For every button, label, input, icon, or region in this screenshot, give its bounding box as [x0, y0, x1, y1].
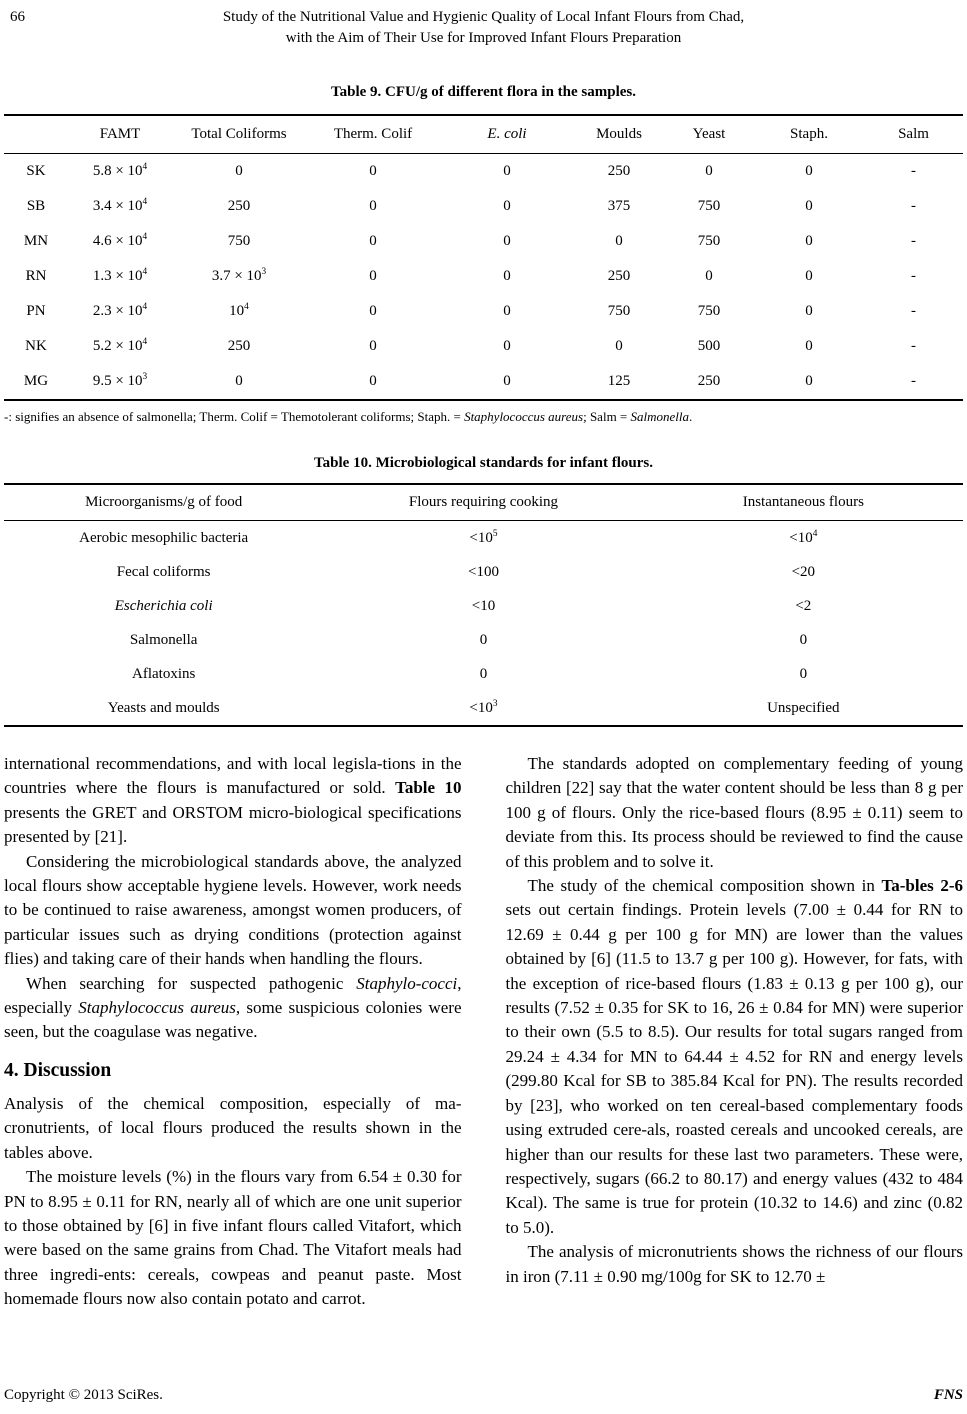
- cell-e-coli: 0: [503, 303, 511, 319]
- microorganism-name: Yeasts and moulds: [107, 699, 220, 716]
- cell-staph: 0: [805, 163, 813, 179]
- cell-yeast: 0: [705, 268, 713, 284]
- cell-therm-colif: 0: [369, 373, 377, 389]
- cell-salm: -: [911, 198, 916, 214]
- cell-staph: 0: [805, 373, 813, 389]
- table10-row-aerobic: [4, 521, 963, 556]
- table10-row-ecoli: [4, 589, 963, 623]
- cell-famt: $4.6 \times 10^4$: [92, 232, 148, 249]
- table9-row-sk: [4, 154, 963, 190]
- paragraph-text: When searching for suspected pathogenic: [26, 973, 357, 993]
- paragraph-text: , especially: [4, 973, 462, 1018]
- paragraph: Considering the microbiological standards above, the analyzed local flours show acceptable hygiene levels. However, work needs to be continued to raise awareness, amongst women producers, of particular issues such as drying conditions (protection against flies) and taking care of their hands when handling the flours.: [4, 851, 462, 969]
- cell-famt: $9.5 \times 10^3$: [92, 372, 148, 389]
- tables-2-6-reference: Ta-bles 2-6: [881, 876, 964, 896]
- cooking-limit: <10: [471, 597, 496, 614]
- cell-salm: -: [911, 233, 916, 249]
- table9-row-pn: [4, 294, 963, 329]
- instant-limit: <20: [791, 563, 816, 580]
- page-number: 66: [10, 9, 25, 25]
- sample-label: MN: [23, 233, 49, 249]
- table9-header-staph: Staph.: [754, 115, 864, 154]
- cell-yeast: 250: [697, 373, 721, 389]
- page-footer: [4, 1387, 963, 1404]
- cell-total-coliforms: 250: [227, 338, 251, 354]
- cell-famt: $2.3 \times 10^4$: [92, 302, 148, 319]
- cooking-limit: $<10^3$: [469, 698, 498, 716]
- paragraph: The standards adopted on complementary feeding of young children [22] say that the water content should be less than 8 g per 100 g of flours. Only the rice-based flours (8.95 ± 0.11) seem to deviate from this. Its process should be reviewed to find the cause of this problem and to solve it.: [505, 754, 963, 871]
- microorganism-name: Fecal coliforms: [116, 563, 211, 580]
- cooking-limit: 0: [479, 631, 488, 648]
- cell-staph: 0: [805, 303, 813, 319]
- cell-therm-colif: 0: [369, 198, 377, 214]
- cell-therm-colif: 0: [369, 268, 377, 284]
- paragraph-text: The study of the chemical composition shown in: [527, 876, 882, 896]
- table10: [4, 483, 963, 727]
- cell-yeast: 750: [697, 198, 721, 214]
- paragraph: [4, 752, 462, 850]
- body-columns: [4, 752, 963, 1312]
- footnote-italic-staph: Staphylococcus aureus: [464, 409, 584, 424]
- journal-abbreviation: FNS: [933, 1387, 963, 1403]
- table10-row-salmonella: [4, 623, 963, 657]
- cell-e-coli: 0: [503, 268, 511, 284]
- paragraph-text: international recommendations, and with local legisla-tions in the countries where the flours is manufactured or sold.: [4, 754, 462, 798]
- cell-total-coliforms: $3.7 \times 10^3$: [211, 267, 267, 284]
- table9-row-sb: [4, 189, 963, 224]
- cell-yeast: 0: [705, 163, 713, 179]
- footnote-text: ; Salm =: [583, 409, 631, 424]
- table9-header-therm-colif: Therm. Colif: [306, 115, 440, 154]
- paragraph: Analysis of the chemical composition, especially of ma-cronutrients, of local flours produced the results shown in the tables above.: [4, 1093, 462, 1162]
- cell-famt: $5.8 \times 10^4$: [92, 162, 148, 179]
- footnote-text: .: [689, 409, 693, 424]
- footnote-text: -: signifies an absence of salmonella; Therm. Colif = Themotolerant coliforms; Staph. =: [4, 409, 465, 424]
- table10-row-fecal: [4, 555, 963, 589]
- instant-limit: Unspecified: [767, 699, 840, 716]
- cell-staph: 0: [805, 268, 813, 284]
- microorganism-name: Aflatoxins: [132, 665, 196, 682]
- table9-header-moulds: Moulds: [574, 115, 664, 154]
- cell-salm: -: [911, 373, 916, 389]
- cell-e-coli: 0: [503, 198, 511, 214]
- cell-famt: $1.3 \times 10^4$: [92, 267, 148, 284]
- instant-limit: $<10^4$: [789, 528, 818, 546]
- table10-header-instant: Instantaneous flours: [644, 484, 963, 521]
- cell-moulds: 0: [615, 233, 623, 249]
- table10-reference: Table 10: [395, 778, 462, 798]
- cell-total-coliforms: 0: [235, 163, 243, 179]
- right-column: [506, 752, 964, 1312]
- paper-title-line1: Study of the Nutritional Value and Hygienic Quality of Local Infant Flours from Chad,: [222, 9, 745, 25]
- table10-caption: Table 10. Microbiological standards for infant flours.: [314, 455, 653, 471]
- sample-label: SB: [26, 198, 46, 214]
- paragraph: [4, 972, 462, 1045]
- table9-header-famt: FAMT: [68, 115, 172, 154]
- table9-row-nk: [4, 329, 963, 364]
- paragraph-text: sets out certain findings. Protein levels (7.00 ± 0.44 for RN to 12.69 ± 0.44 g per 100 g for MN) are lower than the values obtained by [6] (11.5 to 13.7 g per 100 g). However, for fats, with the exception of rice-based flours (1.83 ± 0.13 g per 100 g), our results (7.52 ± 0.35 for SK to 16, 26 ± 0.84 for MN) were superior to their own (5.5 to 8.5). Our results for total sugars ranged from 29.24 ± 4.34 for MN to 64.44 ± 4.52 for RN and energy levels (299.80 Kcal for SB to 385.84 Kcal for PN). The results recorded by [23], who worked on ten cereal-based complementary foods using extruded cere-als, roasted cereals and uncooked cereals, are higher than our results for these last two parameters. These were, respectively, sugars (66.2 to 80.17) and energy values (432 to 484 Kcal). The same is true for protein (10.32 to 14.6) and zinc (0.82 to 5.0).: [505, 900, 963, 1237]
- table10-header-microorganisms: Microorganisms/g of food: [4, 484, 323, 521]
- cell-therm-colif: 0: [369, 303, 377, 319]
- cell-therm-colif: 0: [369, 233, 377, 249]
- paragraph: The moisture levels (%) in the flours vary from 6.54 ± 0.30 for PN to 8.95 ± 0.11 for RN, nearly all of which are one unit superior to those obtained by [6] in five infant flours called Vitafort, which were based on the same grains from Chad. The Vitafort meals had three ingredi-ents: cereals, cowpeas and peanut paste. Most homemade flours now also contain potato and carrot.: [4, 1167, 462, 1309]
- cell-total-coliforms: 250: [227, 198, 251, 214]
- cell-moulds: 250: [607, 163, 631, 179]
- cooking-limit: <100: [468, 563, 499, 580]
- cell-moulds: 0: [615, 338, 623, 354]
- table9-header-e-coli: E. coli: [440, 115, 574, 154]
- cooking-limit: 0: [479, 665, 488, 682]
- cell-staph: 0: [805, 338, 813, 354]
- microorganism-name: Aerobic mesophilic bacteria: [79, 529, 249, 546]
- table9-caption: Table 9. CFU/g of different flora in the samples.: [331, 84, 636, 100]
- table9-header-empty: [4, 115, 68, 154]
- italic-staph-aureus: Staphylococcus aureus: [78, 998, 236, 1018]
- cell-total-coliforms: 0: [235, 373, 243, 389]
- cell-total-coliforms: 750: [227, 233, 251, 249]
- cooking-limit: $<10^5$: [469, 528, 498, 546]
- cell-e-coli: 0: [503, 233, 511, 249]
- instant-limit: <2: [795, 597, 812, 614]
- paper-title-line2: with the Aim of Their Use for Improved Infant Flours Preparation: [285, 30, 682, 46]
- running-head: [4, 7, 963, 49]
- cell-moulds: 250: [607, 268, 631, 284]
- footnote-italic-salm: Salmonella: [630, 409, 690, 424]
- table9-header-salm: Salm: [864, 115, 963, 154]
- section-heading-discussion: 4. Discussion: [4, 1059, 112, 1081]
- cell-yeast: 500: [697, 338, 721, 354]
- table9-row-mn: [4, 224, 963, 259]
- microorganism-name: Escherichia coli: [114, 597, 213, 614]
- table9-row-mg: [4, 364, 963, 400]
- table9-row-rn: [4, 259, 963, 294]
- table9-header-row: [4, 115, 963, 154]
- cell-famt: $5.2 \times 10^4$: [92, 337, 148, 354]
- sample-label: PN: [26, 303, 46, 319]
- table10-row-aflatoxins: [4, 657, 963, 691]
- cell-salm: -: [911, 303, 916, 319]
- cell-moulds: 375: [607, 198, 631, 214]
- cell-e-coli: 0: [503, 338, 511, 354]
- cell-therm-colif: 0: [369, 163, 377, 179]
- table9-footnote: [4, 408, 963, 425]
- table10-row-yeasts: [4, 691, 963, 726]
- copyright-notice: Copyright © 2013 SciRes.: [4, 1387, 163, 1403]
- cell-total-coliforms: $10^4$: [229, 302, 249, 319]
- cell-staph: 0: [805, 198, 813, 214]
- cell-yeast: 750: [697, 233, 721, 249]
- cell-salm: -: [911, 338, 916, 354]
- cell-salm: -: [911, 268, 916, 284]
- cell-yeast: 750: [697, 303, 721, 319]
- table9-header-yeast: Yeast: [664, 115, 754, 154]
- cell-salm: -: [911, 163, 916, 179]
- instant-limit: 0: [799, 631, 808, 648]
- instant-limit: 0: [799, 665, 808, 682]
- cell-staph: 0: [805, 233, 813, 249]
- cell-moulds: 125: [607, 373, 631, 389]
- sample-label: SK: [26, 163, 46, 179]
- cell-e-coli: 0: [503, 373, 511, 389]
- sample-label: RN: [25, 268, 47, 284]
- paragraph: The analysis of micronutrients shows the richness of our flours in iron (7.11 ± 0.90 mg/100g for SK to 12.70 ±: [505, 1242, 963, 1286]
- paragraph: [506, 874, 964, 1240]
- table10-header-cooking: Flours requiring cooking: [323, 484, 643, 521]
- paragraph-text: , some suspicious colonies were seen, but the coagulase was negative.: [4, 998, 462, 1042]
- cell-therm-colif: 0: [369, 338, 377, 354]
- sample-label: MG: [23, 373, 49, 389]
- cell-e-coli: 0: [503, 163, 511, 179]
- table10-header-row: [4, 484, 963, 521]
- cell-famt: $3.4 \times 10^4$: [92, 197, 148, 214]
- microorganism-name: Salmonella: [129, 631, 198, 648]
- italic-staphylococci: Staphylo-cocci: [356, 973, 458, 993]
- table9-header-total-coliforms: Total Coliforms: [172, 115, 306, 154]
- paragraph-text: presents the GRET and ORSTOM micro-biological specifications presented by [21].: [4, 802, 462, 847]
- table9: [4, 114, 963, 401]
- left-column: [4, 752, 462, 1312]
- cell-moulds: 750: [607, 303, 631, 319]
- sample-label: NK: [25, 338, 47, 354]
